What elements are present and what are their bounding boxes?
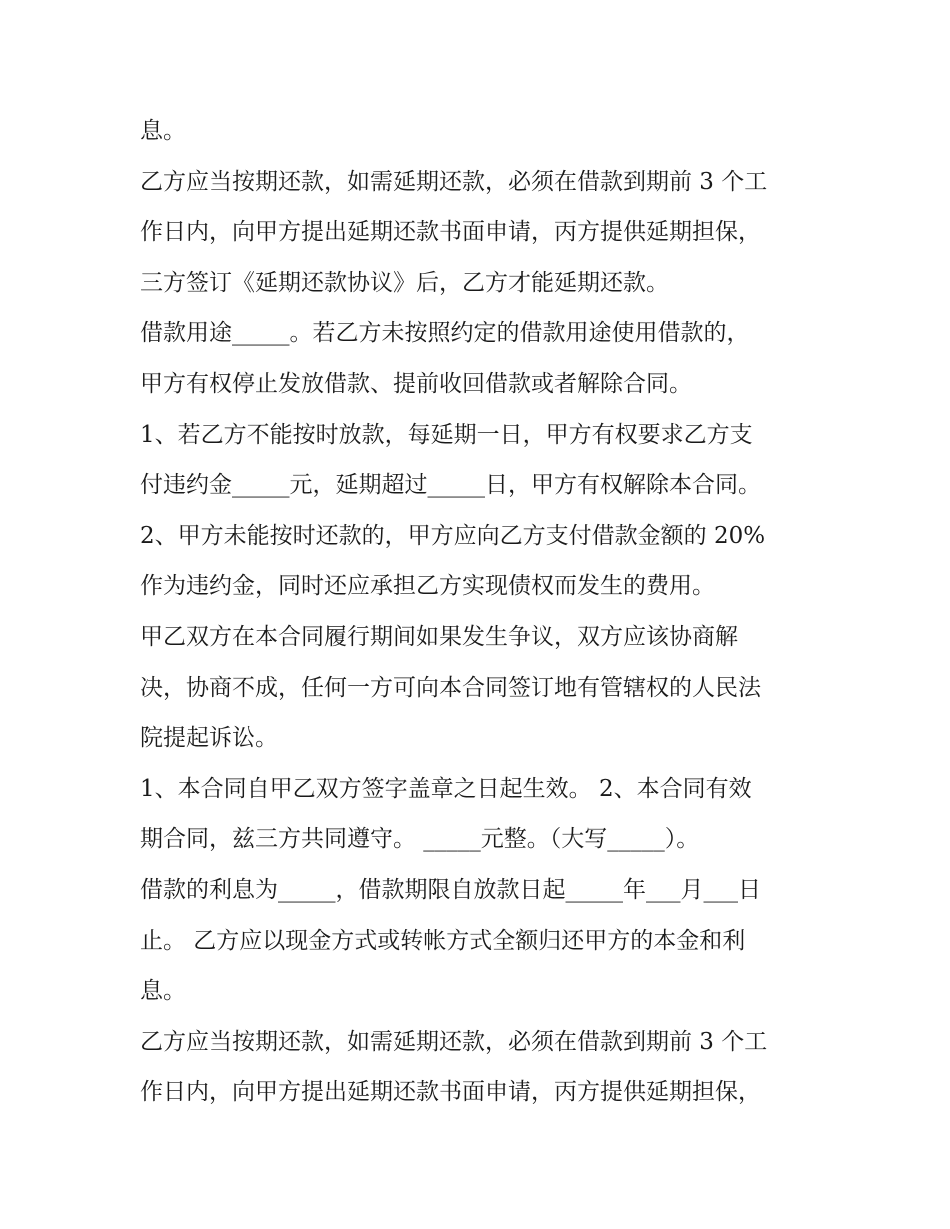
- text-line: 1、若乙方不能按时放款，每延期一日，甲方有权要求乙方支: [140, 421, 753, 448]
- text-line: 乙方应当按期还款，如需延期还款，必须在借款到期前 3 个工: [140, 1028, 768, 1055]
- text-line: 付违约金_____元，延期超过_____日，甲方有权解除本合同。: [140, 472, 761, 499]
- text-line: 作日内，向甲方提出延期还款书面申请，丙方提供延期担保，: [140, 1079, 761, 1106]
- text-line: 2、甲方未能按时还款的，甲方应向乙方支付借款金额的 20%: [140, 522, 766, 549]
- text-line: 借款的利息为_____，借款期限自放款日起_____年___月___日: [140, 876, 761, 903]
- text-line: 止。 乙方应以现金方式或转帐方式全额归还甲方的本金和利: [140, 927, 746, 954]
- text-line: 甲乙双方在本合同履行期间如果发生争议，双方应该协商解: [140, 623, 738, 650]
- text-line: 期合同，兹三方共同遵守。 _____元整。（大写_____）。: [140, 826, 700, 853]
- text-line: 1、本合同自甲乙双方签字盖章之日起生效。 2、本合同有效: [140, 775, 752, 802]
- text-line: 作为违约金，同时还应承担乙方实现债权而发生的费用。: [140, 573, 715, 600]
- text-line: 决，协商不成，任何一方可向本合同签订地有管辖权的人民法: [140, 674, 761, 701]
- text-line: 借款用途_____。若乙方未按照约定的借款用途使用借款的，: [140, 320, 750, 347]
- text-line: 三方签订《延期还款协议》后，乙方才能延期还款。: [140, 269, 669, 296]
- contract-body-text: [140, 106, 820, 1118]
- text-line: 息。: [140, 118, 186, 144]
- text-line: 甲方有权停止发放借款、提前收回借款或者解除合同。: [140, 370, 692, 397]
- text-line: 乙方应当按期还款，如需延期还款，必须在借款到期前 3 个工: [140, 168, 768, 195]
- text-line: 作日内，向甲方提出延期还款书面申请，丙方提供延期担保，: [140, 219, 761, 246]
- text-line: 息。: [140, 978, 186, 1005]
- text-line: 院提起诉讼。: [140, 725, 278, 752]
